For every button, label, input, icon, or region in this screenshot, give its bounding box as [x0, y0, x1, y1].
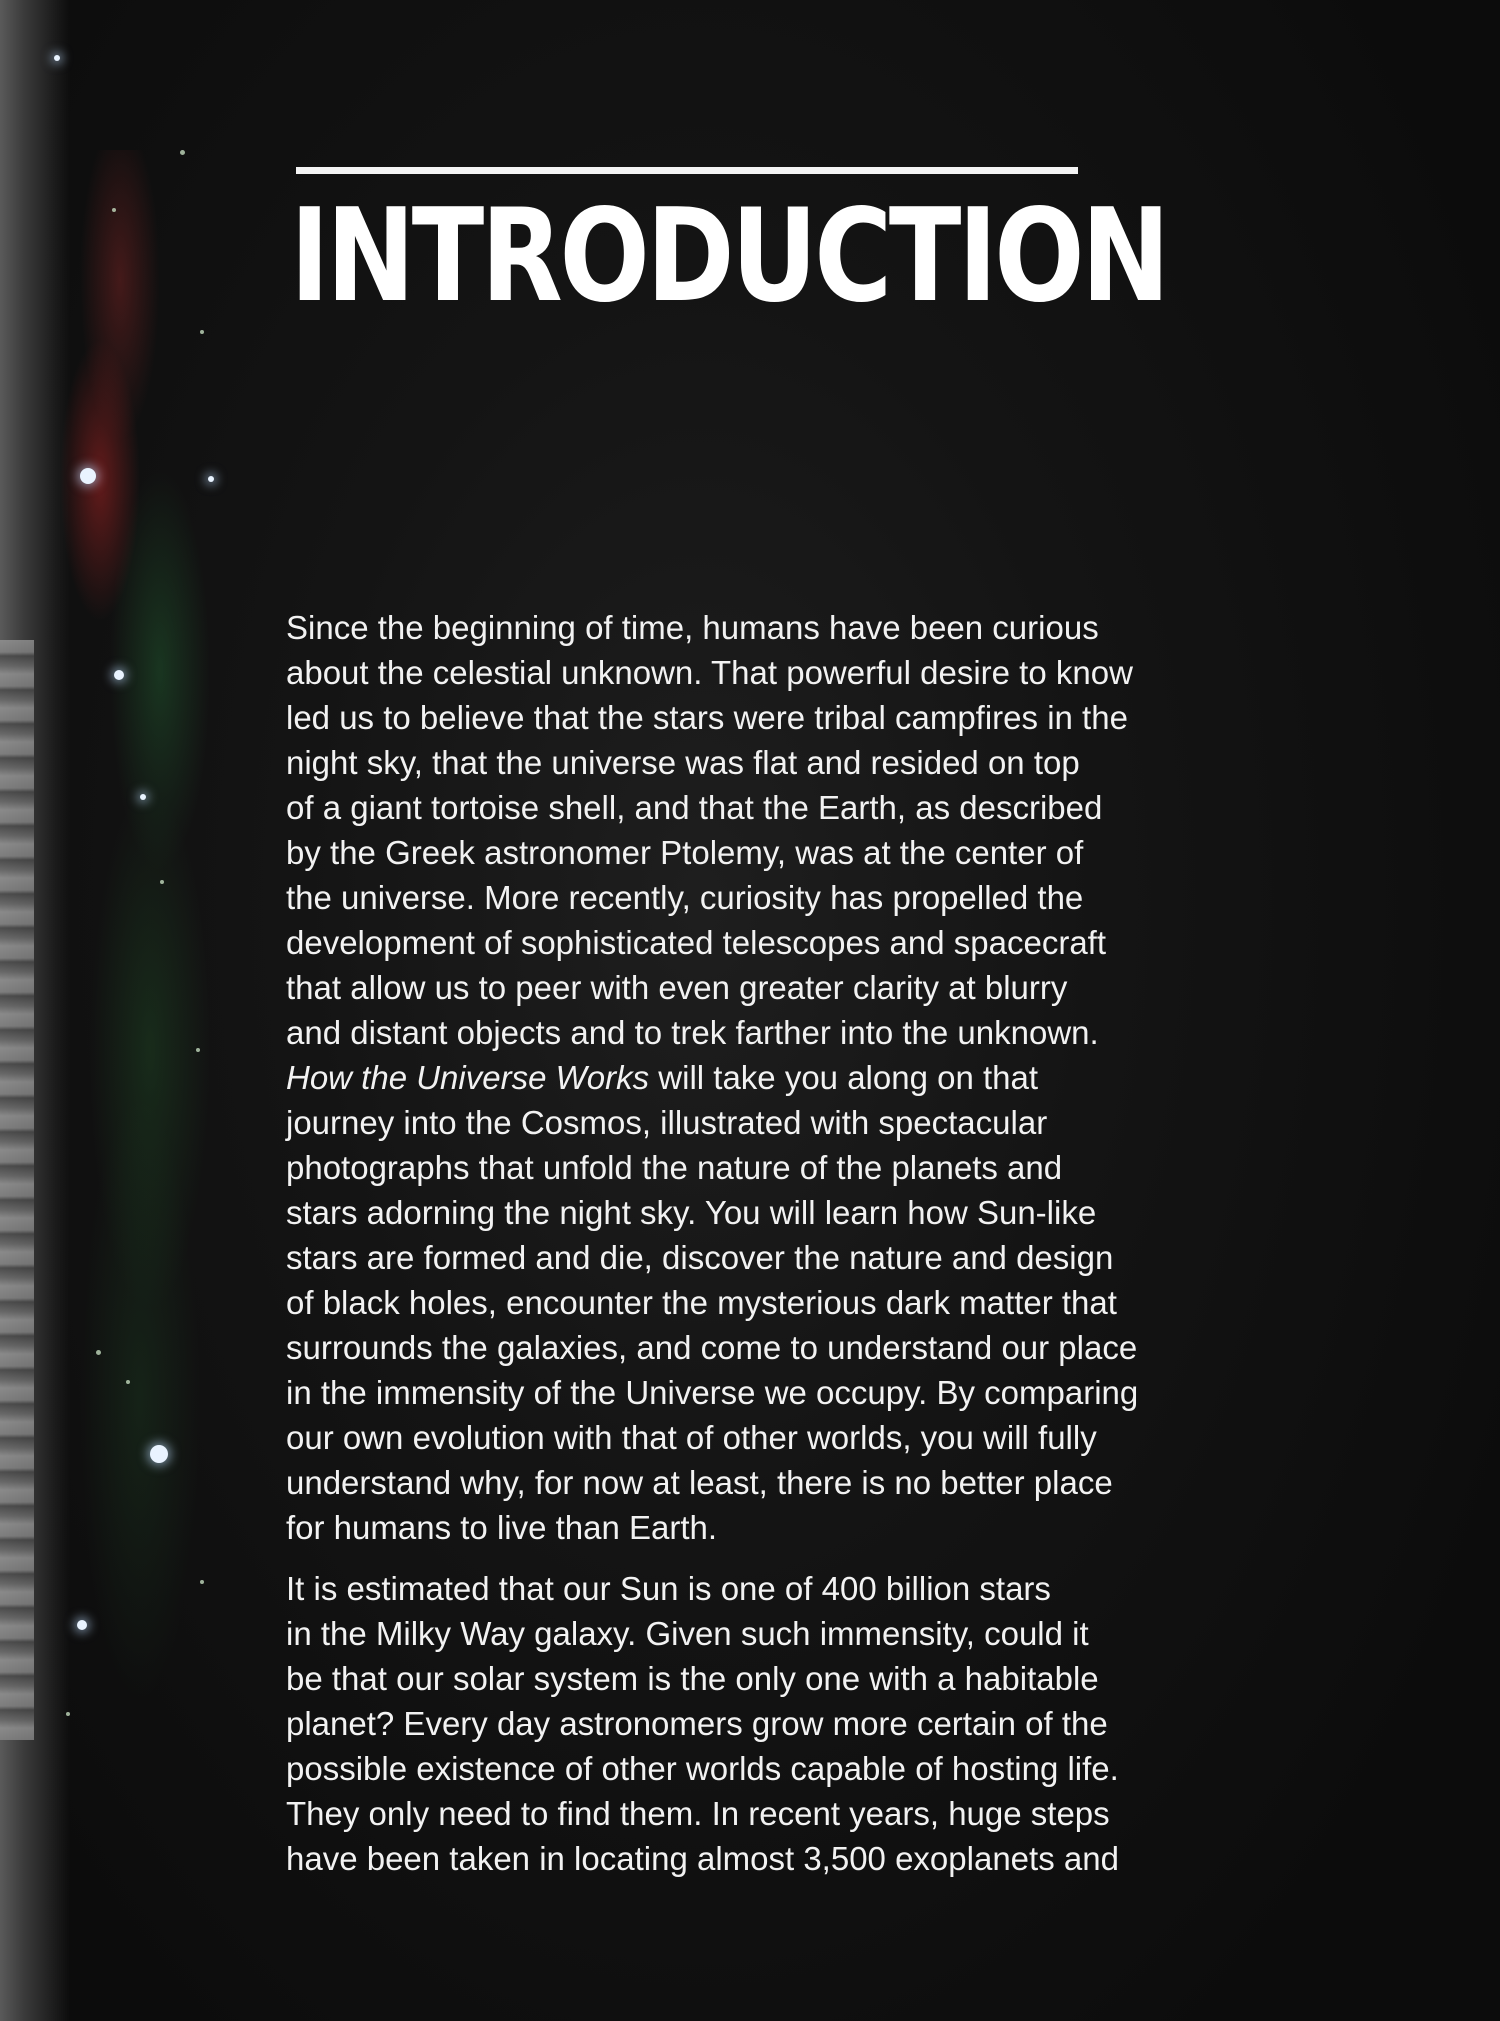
text-line: development of sophisticated telescopes and spacecraft [286, 924, 1107, 961]
star [54, 55, 60, 61]
star [80, 468, 96, 484]
text-line: about the celestial unknown. That powerful desire to know [286, 654, 1133, 691]
text-line: have been taken in locating almost 3,500 exoplanets and [286, 1840, 1119, 1877]
speck [180, 150, 185, 155]
text-line: of a giant tortoise shell, and that the Earth, as described [286, 789, 1103, 826]
text-line: They only need to find them. In recent years, huge steps [286, 1795, 1110, 1832]
page-title: INTRODUCTION [290, 182, 1167, 331]
text-line: in the immensity of the Universe we occupy. By comparing [286, 1374, 1139, 1411]
text-line: journey into the Cosmos, illustrated with spectacular [286, 1104, 1048, 1141]
star [150, 1445, 168, 1463]
text-line: led us to believe that the stars were tribal campfires in the [286, 699, 1128, 736]
paragraph-1 [286, 605, 1246, 1550]
text-line: planet? Every day astronomers grow more certain of the [286, 1705, 1108, 1742]
text-fragment: will take you along on that [649, 1059, 1039, 1096]
text-line: possible existence of other worlds capable of hosting life. [286, 1750, 1119, 1787]
text-line: the universe. More recently, curiosity has propelled the [286, 879, 1084, 916]
text-line: stars adorning the night sky. You will learn how Sun-like [286, 1194, 1097, 1231]
text-line: be that our solar system is the only one with a habitable [286, 1660, 1099, 1697]
text-line: night sky, that the universe was flat and resided on top [286, 744, 1080, 781]
text-line: our own evolution with that of other worlds, you will fully [286, 1419, 1097, 1456]
speck [196, 1048, 200, 1052]
text-line: by the Greek astronomer Ptolemy, was at the center of [286, 834, 1084, 871]
speck [96, 1350, 101, 1355]
speck [112, 208, 116, 212]
text-line: surrounds the galaxies, and come to understand our place [286, 1329, 1138, 1366]
text-line: It is estimated that our Sun is one of 400 billion stars [286, 1570, 1051, 1607]
text-line [286, 1055, 1246, 1100]
speck [66, 1712, 70, 1716]
star [208, 476, 214, 482]
speck [126, 1380, 130, 1384]
page-edge-ridges [0, 640, 34, 1740]
text-line: in the Milky Way galaxy. Given such immensity, could it [286, 1615, 1089, 1652]
title-rule [296, 167, 1078, 174]
text-line: for humans to live than Earth. [286, 1509, 718, 1546]
paragraph-2 [286, 1566, 1246, 1881]
body-text [286, 605, 1246, 1881]
speck [200, 330, 204, 334]
star [140, 794, 146, 800]
star [114, 670, 124, 680]
nebula-background [40, 150, 280, 1850]
text-line: stars are formed and die, discover the nature and design [286, 1239, 1114, 1276]
text-line: that allow us to peer with even greater clarity at blurry [286, 969, 1068, 1006]
text-line: photographs that unfold the nature of the planets and [286, 1149, 1063, 1186]
text-line: of black holes, encounter the mysterious dark matter that [286, 1284, 1117, 1321]
text-line: Since the beginning of time, humans have been curious [286, 609, 1099, 646]
speck [160, 880, 164, 884]
star [77, 1620, 87, 1630]
book-title: How the Universe Works [286, 1059, 650, 1096]
text-line: and distant objects and to trek farther into the unknown. [286, 1014, 1099, 1051]
speck [200, 1580, 204, 1584]
paragraph-gap [286, 1550, 1246, 1566]
text-line: understand why, for now at least, there is no better place [286, 1464, 1113, 1501]
